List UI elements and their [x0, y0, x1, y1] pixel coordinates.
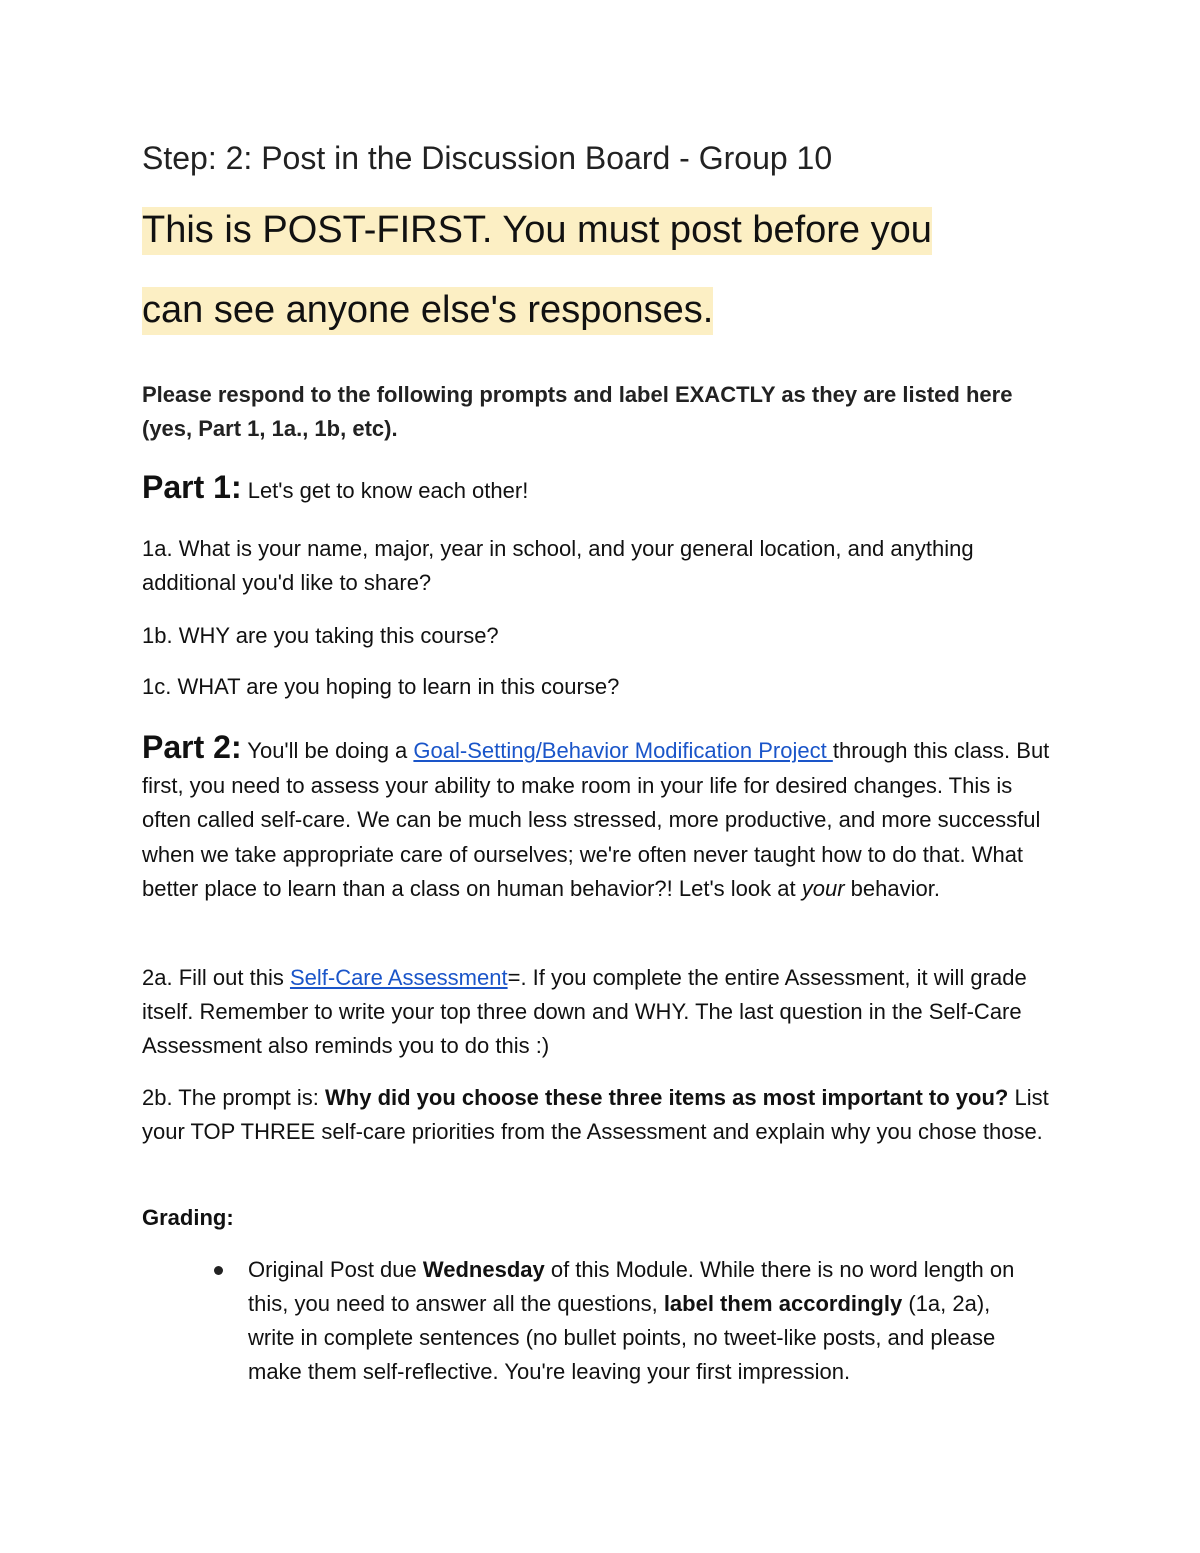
part-1-label: Part 1: — [142, 469, 242, 505]
post-first-notice-line-2 — [142, 289, 713, 332]
part-2-label: Part 2: — [142, 729, 242, 765]
question-2b: 2b. The prompt is: Why did you choose these three items as most important to you? List your TOP THREE self-care priorities from the Assessment and explain why you chose those. — [142, 1085, 1049, 1144]
part-1-intro: Let's get to know each other! — [241, 478, 529, 503]
part-1-heading — [142, 470, 1062, 508]
goal-setting-project-link[interactable]: Goal-Setting/Behavior Modification Project — [413, 738, 833, 763]
highlighted-text: This is POST-FIRST. You must post before you — [142, 207, 932, 255]
step-title: Step: 2: Post in the Discussion Board - Group 10 — [142, 140, 833, 176]
question-2a: 2a. Fill out this Self-Care Assessment=. If you complete the entire Assessment, it will grade itself. Remember to write your top three down and WHY. The last question in the Self-Care Assessment also reminds you to do this :) — [142, 965, 1027, 1058]
question-1b: 1b. WHY are you taking this course? — [142, 623, 499, 648]
emphasis-your: your — [801, 876, 845, 901]
instructions-text: Please respond to the following prompts and label EXACTLY as they are listed here (yes, Part 1, 1a., 1b, etc). — [142, 382, 1013, 441]
self-care-assessment-link[interactable]: Self-Care Assessment — [289, 965, 508, 990]
grading-heading: Grading: — [142, 1205, 234, 1230]
highlighted-text: can see anyone else's responses. — [142, 287, 713, 335]
part-2-paragraph: Part 2: You'll be doing a Goal-Setting/Behavior Modification Project through this class. But first, you need to assess your ability to make room in your life for desired changes. This is often called self-care. We can be much less stressed, more productive, and more successful when we take appropriate care of ourselves; we're often never taught how to do that. What better place to learn than a class on human behavior?! Let's look at your behavior. — [142, 729, 1050, 901]
question-1a: 1a. What is your name, major, year in school, and your general location, and anything additional you'd like to share? — [142, 536, 974, 595]
post-first-notice-line-1 — [142, 209, 932, 252]
bullet-icon — [214, 1266, 223, 1275]
question-1c: 1c. WHAT are you hoping to learn in this course? — [142, 674, 620, 699]
list-item: Original Post due Wednesday of this Module. While there is no word length on this, you need to answer all the questions, label them accordingly (1a, 2a), write in complete sentences (no bullet points, no tweet-like posts, and please make them self-reflective. You're leaving your first impression. — [212, 1253, 1042, 1389]
grading-list — [212, 1253, 1042, 1389]
